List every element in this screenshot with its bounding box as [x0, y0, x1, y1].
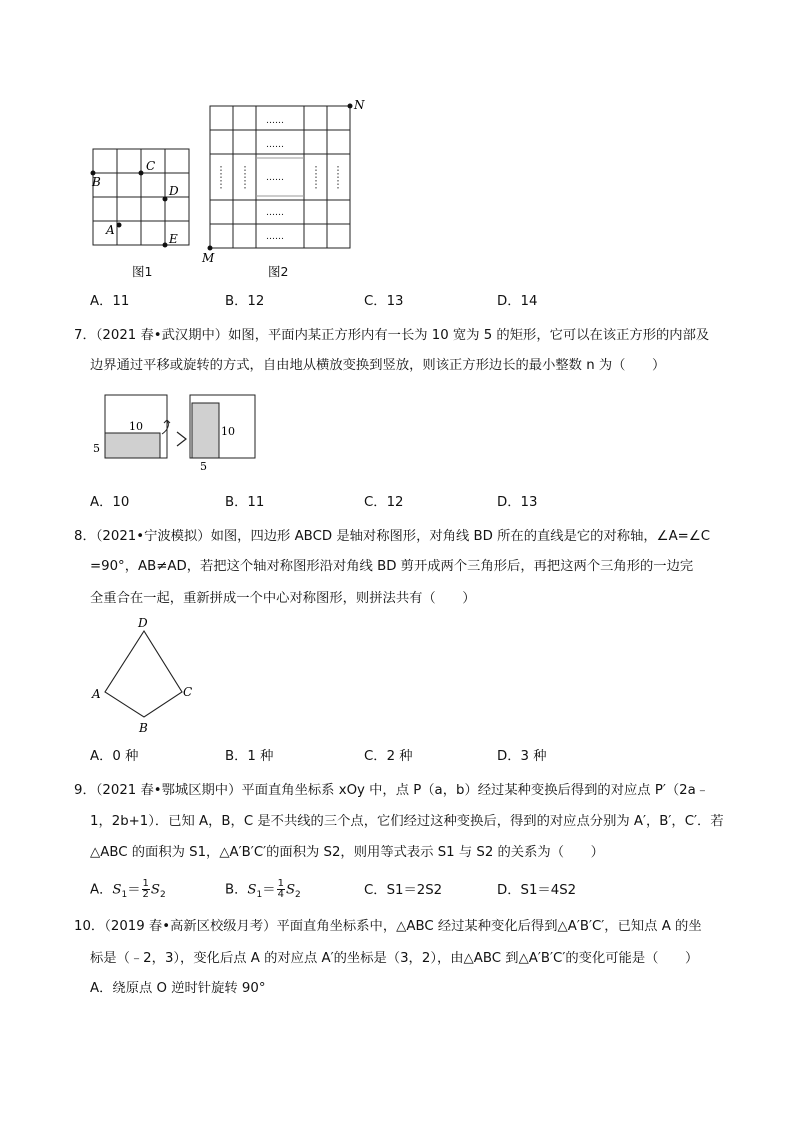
label-D: D: [169, 184, 179, 198]
q8-text-line-2: =90°，AB≠AD，若把这个轴对称图形沿对角线 BD 剪开成两个三角形后，再把这两个三角形的一边完: [90, 559, 694, 574]
q9-option-b: B．$S_1=$ $\frac{1}{4}$ $S_2$: [225, 878, 301, 901]
q6-option-c: C．13: [364, 294, 404, 309]
q9-option-a-num: 1: [142, 878, 149, 889]
q8-label-A: A: [92, 687, 101, 701]
dots-row-4: ……: [266, 208, 284, 218]
q8-option-a: A．0 种: [90, 749, 139, 764]
q10-text-line-1: 10．（2019 春•高新区校级月考）平面直角坐标系中，△ABC 经过某种变化后得到△A′B′C′，已知点 A 的坐: [74, 919, 702, 934]
q9-text-line-3: △ABC 的面积为 S1，△A′B′C′的面积为 S2，则用等式表示 S1 与 S2 的关系为（ ）: [90, 845, 604, 860]
figure-1-grid: [86, 142, 196, 257]
q9-option-b-den: 4: [277, 889, 284, 900]
point-C: [139, 171, 144, 176]
q8-label-D: D: [138, 616, 148, 630]
label-B: B: [92, 175, 101, 189]
q9-option-a-prefix: A．: [90, 882, 113, 898]
q8-option-b: B．1 种: [225, 749, 274, 764]
point-E: [163, 243, 168, 248]
q7-option-b: B．11: [225, 495, 265, 510]
q9-option-b-num: 1: [277, 878, 284, 889]
q7-text-line-1: 7．（2021 春•武汉期中）如图，平面内某正方形内有一长为 10 宽为 5 的矩形，它可以在该正方形的内部及: [74, 328, 710, 343]
q7-option-d: D．13: [497, 495, 538, 510]
q7-label-10-left: 10: [129, 420, 143, 433]
q7-figure: [88, 390, 262, 472]
figure-2-caption: 图2: [268, 264, 289, 279]
q10-option-a: A．绕原点 O 逆时针旋转 90°: [90, 981, 266, 996]
q9-option-a: A．$S_1=$ $\frac{1}{2}$ $S_2$: [90, 878, 166, 901]
point-N: [348, 104, 353, 109]
q8-option-d: D．3 种: [497, 749, 547, 764]
q7-label-5-left: 5: [93, 442, 100, 455]
q7-option-a: A．10: [90, 495, 130, 510]
label-M: M: [202, 251, 215, 265]
q9-option-d: D．S1＝4S2: [497, 883, 577, 898]
figure-1-caption: 图1: [132, 264, 153, 279]
q9-option-c: C．S1＝2S2: [364, 883, 443, 898]
point-M: [208, 246, 213, 251]
q6-option-d: D．14: [497, 294, 538, 309]
q9-text-line-1: 9．（2021 春•鄂城区期中）平面直角坐标系 xOy 中，点 P（a，b）经过某种变换后得到的对应点 P′（2a﹣: [74, 783, 710, 798]
label-C: C: [146, 159, 156, 173]
q8-label-B: B: [139, 721, 148, 735]
q8-text-line-3: 全重合在一起，重新拼成一个中心对称图形，则拼法共有（ ）: [90, 591, 476, 606]
q9-option-b-prefix: B．: [225, 882, 248, 898]
q7-label-5-right: 5: [200, 460, 207, 472]
label-N: N: [354, 98, 365, 112]
q6-option-b: B．12: [225, 294, 265, 309]
dots-row-2: ……: [266, 140, 284, 150]
label-E: E: [169, 232, 178, 246]
q8-text-line-1: 8．（2021•宁波模拟）如图，四边形 ABCD 是轴对称图形，对角线 BD 所在的直线是它的对称轴，∠A=∠C: [74, 529, 711, 544]
q7-text-line-2: 边界通过平移或旋转的方式，自由地从横放变换到竖放，则该正方形边长的最小整数 n 为（ ）: [90, 358, 666, 373]
q10-text-line-2: 标是（﹣2，3），变化后点 A 的对应点 A′的坐标是（3，2），由△ABC 到△A′B′C′的变化可能是（ ）: [90, 951, 699, 966]
q8-label-C: C: [183, 685, 193, 699]
point-D: [163, 197, 168, 202]
q6-option-a: A．11: [90, 294, 130, 309]
q7-option-c: C．12: [364, 495, 404, 510]
q8-option-c: C．2 种: [364, 749, 413, 764]
q9-text-line-2: 1，2b+1）．已知 A，B，C 是不共线的三个点，它们经过这种变换后，得到的对应点分别为 A′，B′，C′．若: [90, 814, 724, 829]
point-A: [117, 223, 122, 228]
q7-label-10-right: 10: [221, 425, 235, 438]
dots-row-5: ……: [266, 232, 284, 242]
dots-row-1: ……: [266, 116, 284, 126]
label-A: A: [106, 223, 115, 237]
q9-option-a-den: 2: [142, 889, 149, 900]
figure-2-grid: [198, 98, 368, 266]
q8-figure: [88, 614, 208, 739]
dots-row-3: ……: [266, 173, 284, 183]
